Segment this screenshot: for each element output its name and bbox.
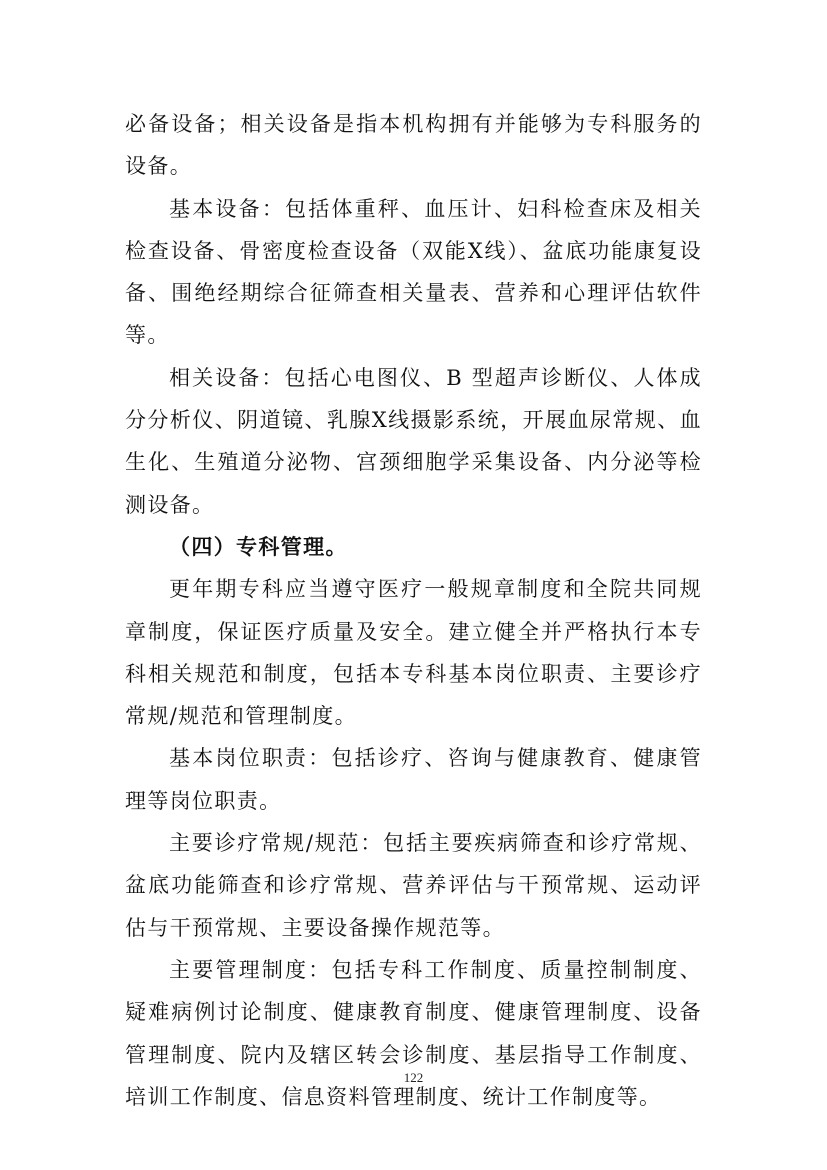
paragraph-basic-equipment: 基本设备：包括体重秤、血压计、妇科检查床及相关检查设备、骨密度检查设备（双能X线）、盆底功能康复设备、围绝经期综合征筛查相关量表、营养和心理评估软件等。 [125, 196, 702, 348]
section-heading-specialty-management: （四）专科管理。 [169, 533, 348, 559]
paragraph-clinical-guidelines: 主要诊疗常规/规范：包括主要疾病筛查和诊疗常规、盆底功能筛查和诊疗常规、营养评估与干预常规、运动评估与干预常规、主要设备操作规范等。 [125, 831, 702, 940]
paragraph-job-responsibilities: 基本岗位职责：包括诊疗、咨询与健康教育、健康管理等岗位职责。 [125, 746, 702, 813]
document-body [125, 103, 702, 1118]
paragraph-management-systems: 主要管理制度：包括专科工作制度、质量控制制度、疑难病例讨论制度、健康教育制度、健康管理制度、设备管理制度、院内及辖区转会诊制度、基层指导工作制度、培训工作制度、信息资料管理制度、统计工作制度等。 [125, 957, 702, 1109]
paragraph-equipment-definition: 必备设备；相关设备是指本机构拥有并能够为专科服务的设备。 [125, 112, 702, 179]
page-number: 122 [403, 1070, 424, 1085]
paragraph-related-equipment: 相关设备：包括心电图仪、B 型超声诊断仪、人体成分分析仪、阴道镜、乳腺X线摄影系统，开展血尿常规、血生化、生殖道分泌物、宫颈细胞学采集设备、内分泌等检测设备。 [125, 365, 702, 517]
paragraph-management-overview: 更年期专科应当遵守医疗一般规章制度和全院共同规章制度，保证医疗质量及安全。建立健全并严格执行本专科相关规范和制度，包括本专科基本岗位职责、主要诊疗常规/规范和管理制度。 [125, 577, 702, 729]
